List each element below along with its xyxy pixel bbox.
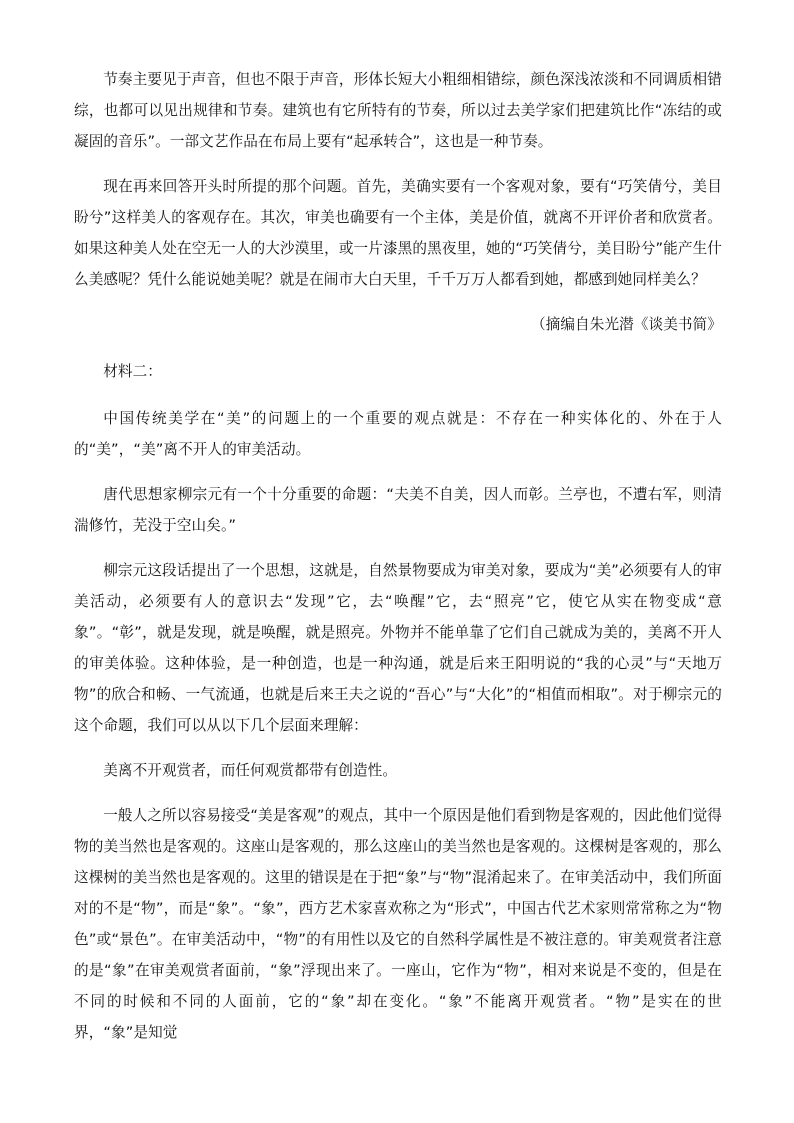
paragraph-question: 现在再来回答开头时所提的那个问题。首先，美确实要有一个客观对象，要有“巧笑倩兮，美目盼兮”这样美人的客观存在。其次，审美也确要有一个主体，美是价值，就离不开评价者和欣赏者。如果这种美人处在空无一人的大沙漠里，或一片漆黑的黑夜里，她的“巧笑倩兮，美目盼兮”能产生什么美感呢？凭什么能说她美呢？就是在闹市大白天里，千千万万人都看到她，都感到她同样美么？	[74, 178, 722, 288]
paragraph-object-vs-image: 一般人之所以容易接受“美是客观”的观点，其中一个原因是他们看到物是客观的，因此他们觉得物的美当然也是客观的。这座山是客观的，那么这座山的美当然也是客观的。这棵树是客观的，那么这棵树的美当然也是客观的。这里的错误是在于把“象”与“物”混淆起来了。在审美活动中，我们所面对的不是“物”，而是“象”。“象”，西方艺术家喜欢称之为“形式”，中国古代艺术家则常常称之为“物色”或“景色”。在审美活动中，“物”的有用性以及它的自然科学属性是不被注意的。审美观赏者注意的是“象”在审美观赏者面前，“象”浮现出来了。一座山，它作为“物”，相对来说是不变的，但是在不同的时候和不同的人面前，它的“象”却在变化。“象”不能离开观赏者。“物”是实在的世界，“象”是知觉	[74, 807, 722, 1041]
paragraph-chinese-aesthetics: 中国传统美学在“美”的问题上的一个重要的观点就是：不存在一种实体化的、外在于人的“美”，“美”离不开人的审美活动。	[74, 410, 722, 458]
paragraph-liu-zongyuan-thought: 柳宗元这段话提出了一个思想，这就是，自然景物要成为审美对象，要成为“美”必须要有人的审美活动，必须要有人的意识去“发现”它，去“唤醒”它，去“照亮”它，使它从实在物变成“意象”。“彰”，就是发现，就是唤醒，就是照亮。外物并不能单靠了它们自己就成为美的，美离不开人的审美体验。这种体验，是一种创造，也是一种沟通，就是后来王阳明说的“我的心灵”与“天地万物”的欣合和畅、一气流通，也就是后来王夫之说的“吾心”与“大化”的“相值而相取”。对于柳宗元的这个命题，我们可以从以下几个层面来理解：	[74, 562, 722, 734]
source-citation: （摘编自朱光潜《谈美书简》	[530, 316, 722, 333]
document-body	[74, 64, 722, 1062]
material-two-label: 材料二：	[103, 363, 162, 380]
paragraph-liu-zongyuan-proposition: 唐代思想家柳宗元有一个十分重要的命题：“夫美不自美，因人而彰。兰亭也，不遭右军，则清湍修竹，芜没于空山矣。”	[74, 486, 722, 534]
paragraph-rhythm: 节奏主要见于声音，但也不限于声音，形体长短大小粗细相错综，颜色深浅浓淡和不同调质相错综，也都可以见出规律和节奏。建筑也有它所特有的节奏，所以过去美学家们把建筑比作“冻结的或凝固的音乐”。一部文艺作品在布局上要有“起承转合”，这也是一种节奏。	[74, 71, 722, 150]
paragraph-point-one: 美离不开观赏者，而任何观赏都带有创造性。	[103, 762, 398, 779]
